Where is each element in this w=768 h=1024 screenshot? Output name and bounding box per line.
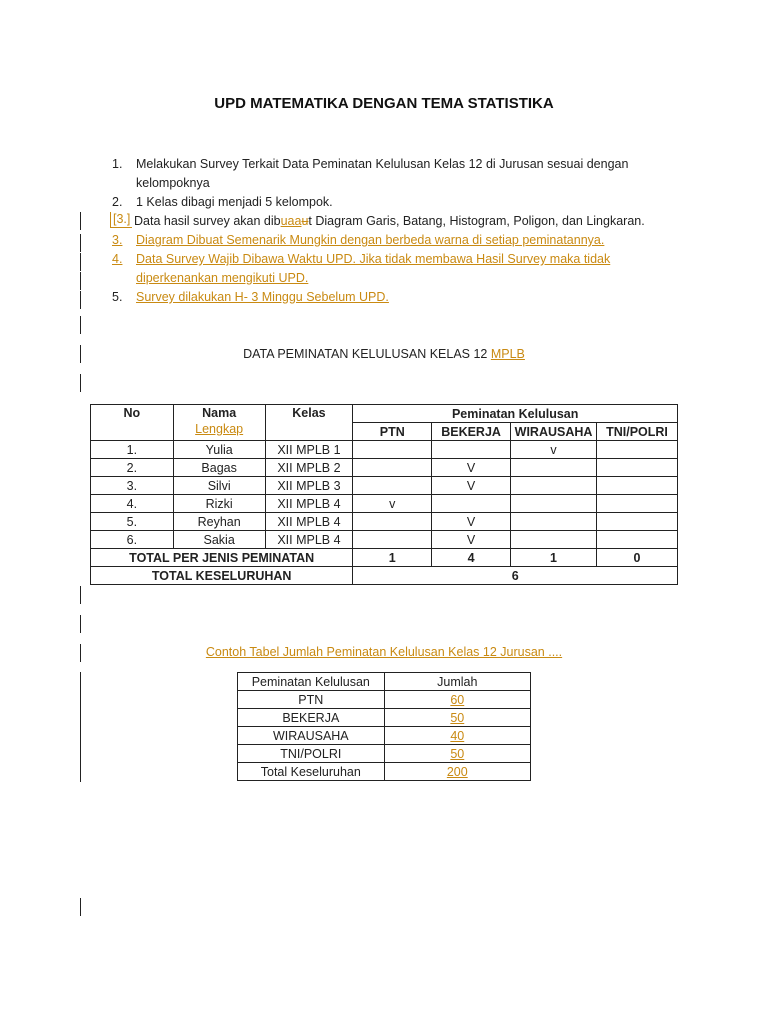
cell-kelas: XII MPLB 2 [265, 459, 353, 477]
total-keseluruhan-value: 6 [353, 567, 678, 585]
caption-highlight: MPLB [490, 347, 525, 361]
change-bar [80, 212, 81, 230]
data-table-caption [0, 347, 768, 361]
cell-kelas: XII MPLB 4 [265, 531, 353, 549]
table-row [238, 763, 531, 781]
deleted-text: u [301, 214, 309, 228]
list-text: 1 Kelas dibagi menjadi 5 kelompok. [136, 195, 333, 209]
cell-nama: Yulia [173, 441, 265, 459]
cell-tni-polri [597, 531, 678, 549]
total-per-jenis-row [91, 549, 678, 567]
change-bar [80, 234, 81, 252]
list-number-tracked: [3.] [110, 212, 132, 228]
table-row [91, 495, 678, 513]
cell-kelas: XII MPLB 1 [265, 441, 353, 459]
summary-label: WIRAUSAHA [238, 727, 385, 745]
summary-label: PTN [238, 691, 385, 709]
list-text: Data Survey Wajib Dibawa Waktu UPD. Jika tidak membawa Hasil Survey maka tidak diperkenankan mengikuti UPD. [136, 252, 611, 285]
summary-label: Total Keseluruhan [238, 763, 385, 781]
cell-kelas: XII MPLB 4 [265, 495, 353, 513]
summary-table-caption [0, 645, 768, 659]
cell-kelas: XII MPLB 4 [265, 513, 353, 531]
instruction-list [112, 155, 672, 307]
table-row [91, 513, 678, 531]
inserted-text: uaa [280, 214, 302, 228]
list-text: Melakukan Survey Terkait Data Peminatan Kelulusan Kelas 12 di Jurusan sesuai dengan kelompoknya [136, 157, 629, 190]
total-ptn: 1 [353, 549, 432, 567]
cell-bekerja: V [432, 477, 511, 495]
list-item [110, 212, 672, 231]
text-segment: t Diagram Garis, Batang, Histogram, Poligon, dan Lingkaran. [308, 214, 645, 228]
table-row [238, 691, 531, 709]
list-number: 2. [112, 195, 123, 209]
table-header-row [91, 405, 678, 423]
header-no: No [91, 405, 174, 441]
list-item [112, 155, 672, 193]
list-text [134, 214, 645, 228]
summary-value [384, 763, 530, 781]
summary-value-text: 200 [446, 764, 468, 779]
header-kelas: Kelas [265, 405, 353, 441]
subheader-wirausaha: WIRAUSAHA [511, 423, 597, 441]
summary-value-text: 40 [450, 728, 465, 743]
list-number: 3. [112, 233, 123, 247]
page-title: UPD MATEMATIKA DENGAN TEMA STATISTIKA [214, 95, 554, 112]
cell-ptn: v [353, 495, 432, 513]
summary-value [384, 727, 530, 745]
cell-nama: Silvi [173, 477, 265, 495]
change-bar [80, 615, 81, 633]
cell-ptn [353, 477, 432, 495]
summary-caption-text: Contoh Tabel Jumlah Peminatan Kelulusan Kelas 12 Jurusan .... [205, 645, 563, 659]
table-row [91, 441, 678, 459]
summary-header-peminatan: Peminatan Kelulusan [238, 673, 385, 691]
table-row [91, 531, 678, 549]
cell-no: 4. [91, 495, 174, 513]
cell-nama: Rizki [173, 495, 265, 513]
summary-value [384, 709, 530, 727]
cell-no: 6. [91, 531, 174, 549]
cell-wirausaha [511, 513, 597, 531]
list-number: 1. [112, 157, 123, 171]
total-bekerja: 4 [432, 549, 511, 567]
list-text: Survey dilakukan H- 3 Minggu Sebelum UPD. [136, 290, 389, 304]
table-row [238, 745, 531, 763]
cell-wirausaha [511, 531, 597, 549]
total-keseluruhan-row [91, 567, 678, 585]
header-peminatan: Peminatan Kelulusan [353, 405, 678, 423]
text-segment: Data hasil survey akan dib [134, 214, 281, 228]
cell-ptn [353, 441, 432, 459]
summary-value-text: 60 [450, 692, 465, 707]
table-row [91, 459, 678, 477]
caption-text: DATA PEMINATAN KELULUSAN KELAS 12 [243, 347, 491, 361]
cell-wirausaha: v [511, 441, 597, 459]
subheader-tni-polri: TNI/POLRI [597, 423, 678, 441]
cell-bekerja [432, 441, 511, 459]
summary-value [384, 691, 530, 709]
summary-header-jumlah: Jumlah [384, 673, 530, 691]
summary-value [384, 745, 530, 763]
cell-bekerja: V [432, 459, 511, 477]
total-per-jenis-label: TOTAL PER JENIS PEMINATAN [91, 549, 353, 567]
list-item [112, 193, 672, 212]
cell-bekerja: V [432, 513, 511, 531]
cell-ptn [353, 459, 432, 477]
total-wirausaha: 1 [511, 549, 597, 567]
list-text: Diagram Dibuat Semenarik Mungkin dengan berbeda warna di setiap peminatannya. [136, 233, 605, 247]
subheader-ptn: PTN [353, 423, 432, 441]
cell-tni-polri [597, 513, 678, 531]
table-row [91, 477, 678, 495]
list-item [112, 231, 672, 250]
cell-wirausaha [511, 477, 597, 495]
summary-label: TNI/POLRI [238, 745, 385, 763]
header-nama [173, 405, 265, 441]
cell-nama: Sakia [173, 531, 265, 549]
cell-wirausaha [511, 459, 597, 477]
header-nama-label: Nama [202, 406, 237, 420]
change-bar [80, 586, 81, 604]
change-bar [80, 272, 81, 290]
list-item [112, 250, 672, 288]
summary-value-text: 50 [450, 710, 465, 725]
cell-no: 1. [91, 441, 174, 459]
table-row [238, 709, 531, 727]
list-number: 5. [112, 290, 123, 304]
change-bar [80, 672, 81, 782]
cell-nama: Bagas [173, 459, 265, 477]
summary-label: BEKERJA [238, 709, 385, 727]
cell-kelas: XII MPLB 3 [265, 477, 353, 495]
change-bar [80, 253, 81, 271]
cell-no: 2. [91, 459, 174, 477]
total-keseluruhan-label: TOTAL KESELURUHAN [91, 567, 353, 585]
cell-tni-polri [597, 459, 678, 477]
data-table [90, 404, 678, 585]
cell-bekerja: V [432, 531, 511, 549]
cell-nama: Reyhan [173, 513, 265, 531]
cell-no: 3. [91, 477, 174, 495]
subheader-bekerja: BEKERJA [432, 423, 511, 441]
list-item [112, 288, 672, 307]
summary-header-row [238, 673, 531, 691]
change-bar [80, 898, 81, 916]
summary-value-text: 50 [450, 746, 465, 761]
table-row [238, 727, 531, 745]
change-bar [80, 374, 81, 392]
header-nama-tracked: Lengkap [195, 422, 244, 436]
summary-table [237, 672, 531, 781]
list-number: 4. [112, 252, 123, 266]
cell-tni-polri [597, 441, 678, 459]
cell-ptn [353, 513, 432, 531]
cell-ptn [353, 531, 432, 549]
change-bar [80, 291, 81, 309]
change-bar [80, 316, 81, 334]
cell-tni-polri [597, 477, 678, 495]
cell-no: 5. [91, 513, 174, 531]
cell-wirausaha [511, 495, 597, 513]
total-tni-polri: 0 [597, 549, 678, 567]
cell-bekerja [432, 495, 511, 513]
cell-tni-polri [597, 495, 678, 513]
